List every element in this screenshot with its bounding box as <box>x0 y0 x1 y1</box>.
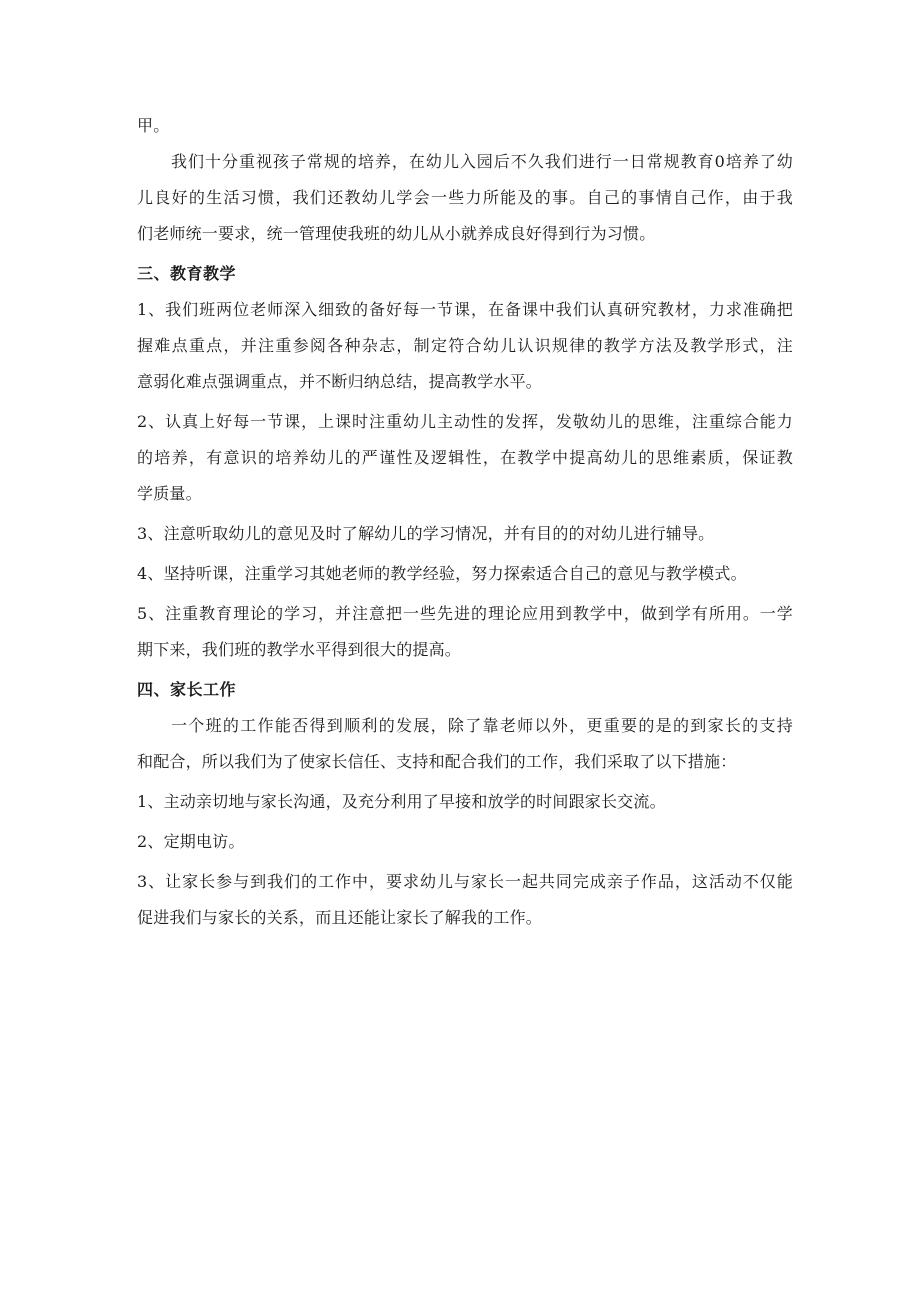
text-line: 5、注重教育理论的学习，并注意把一些先进的理论应用到教学中，做到学有所用。一学 <box>137 604 793 623</box>
parents-item-1 <box>137 784 793 820</box>
text-line: 2、定期电访。 <box>137 832 245 851</box>
text-line: 一个班的工作能否得到顺利的发展，除了靠老师以外，更重要的是的到家长的支持 <box>171 716 793 735</box>
teaching-item-5 <box>137 596 793 668</box>
text-line: 甲。 <box>137 116 170 135</box>
section-heading-parents: 四、家长工作 <box>137 680 237 699</box>
text-line: 3、注意听取幼儿的意见及时了解幼儿的学习情况，并有目的的对幼儿进行辅导。 <box>137 524 715 543</box>
text-line: 意弱化难点强调重点，并不断归纳总结，提高教学水平。 <box>137 372 543 391</box>
text-line: 和配合，所以我们为了使家长信任、支持和配合我们的工作，我们采取了以下措施： <box>137 752 737 771</box>
parents-item-3 <box>137 864 793 936</box>
text-line: 儿良好的生活习惯，我们还教幼儿学会一些力所能及的事。自己的事情自己作，由于我 <box>137 188 793 207</box>
text-line: 我们十分重视孩子常规的培养，在幼儿入园后不久我们进行一日常规教育0培养了幼 <box>171 152 793 171</box>
parents-item-2 <box>137 824 793 860</box>
text-line: 3、让家长参与到我们的工作中，要求幼儿与家长一起共同完成亲子作品，这活动不仅能 <box>137 872 793 891</box>
teaching-item-3 <box>137 516 793 552</box>
document-page <box>137 108 793 936</box>
text-line: 们老师统一要求，统一管理使我班的幼儿从小就养成良好得到行为习惯。 <box>137 224 656 243</box>
teaching-item-4 <box>137 556 793 592</box>
text-line: 期下来，我们班的教学水平得到很大的提高。 <box>137 640 462 659</box>
text-line: 2、认真上好每一节课，上课时注重幼儿主动性的发挥，发敬幼儿的思维，注重综合能力 <box>137 412 793 431</box>
text-line: 1、我们班两位老师深入细致的备好每一节课，在备课中我们认真研究教材，力求准确把 <box>137 300 793 319</box>
section-heading-teaching: 三、教育教学 <box>137 264 237 283</box>
text-line: 的培养，有意识的培养幼儿的严谨性及逻辑性，在教学中提高幼儿的思维素质，保证教 <box>137 448 793 467</box>
teaching-item-1 <box>137 292 793 400</box>
teaching-item-2 <box>137 404 793 512</box>
text-line: 1、主动亲切地与家长沟通，及充分利用了早接和放学的时间跟家长交流。 <box>137 792 666 811</box>
text-line: 促进我们与家长的关系，而且还能让家长了解我的工作。 <box>137 908 543 927</box>
paragraph-parents-intro <box>137 708 793 780</box>
paragraph-routine <box>137 144 793 252</box>
text-line: 学质量。 <box>137 484 202 503</box>
text-line: 4、坚持听课，注重学习其她老师的教学经验，努力探索适合自己的意见与教学模式。 <box>137 564 747 583</box>
text-line: 握难点重点，并注重参阅各种杂志，制定符合幼儿认识规律的教学方法及教学形式，注 <box>137 336 793 355</box>
paragraph-continuation <box>137 108 793 144</box>
